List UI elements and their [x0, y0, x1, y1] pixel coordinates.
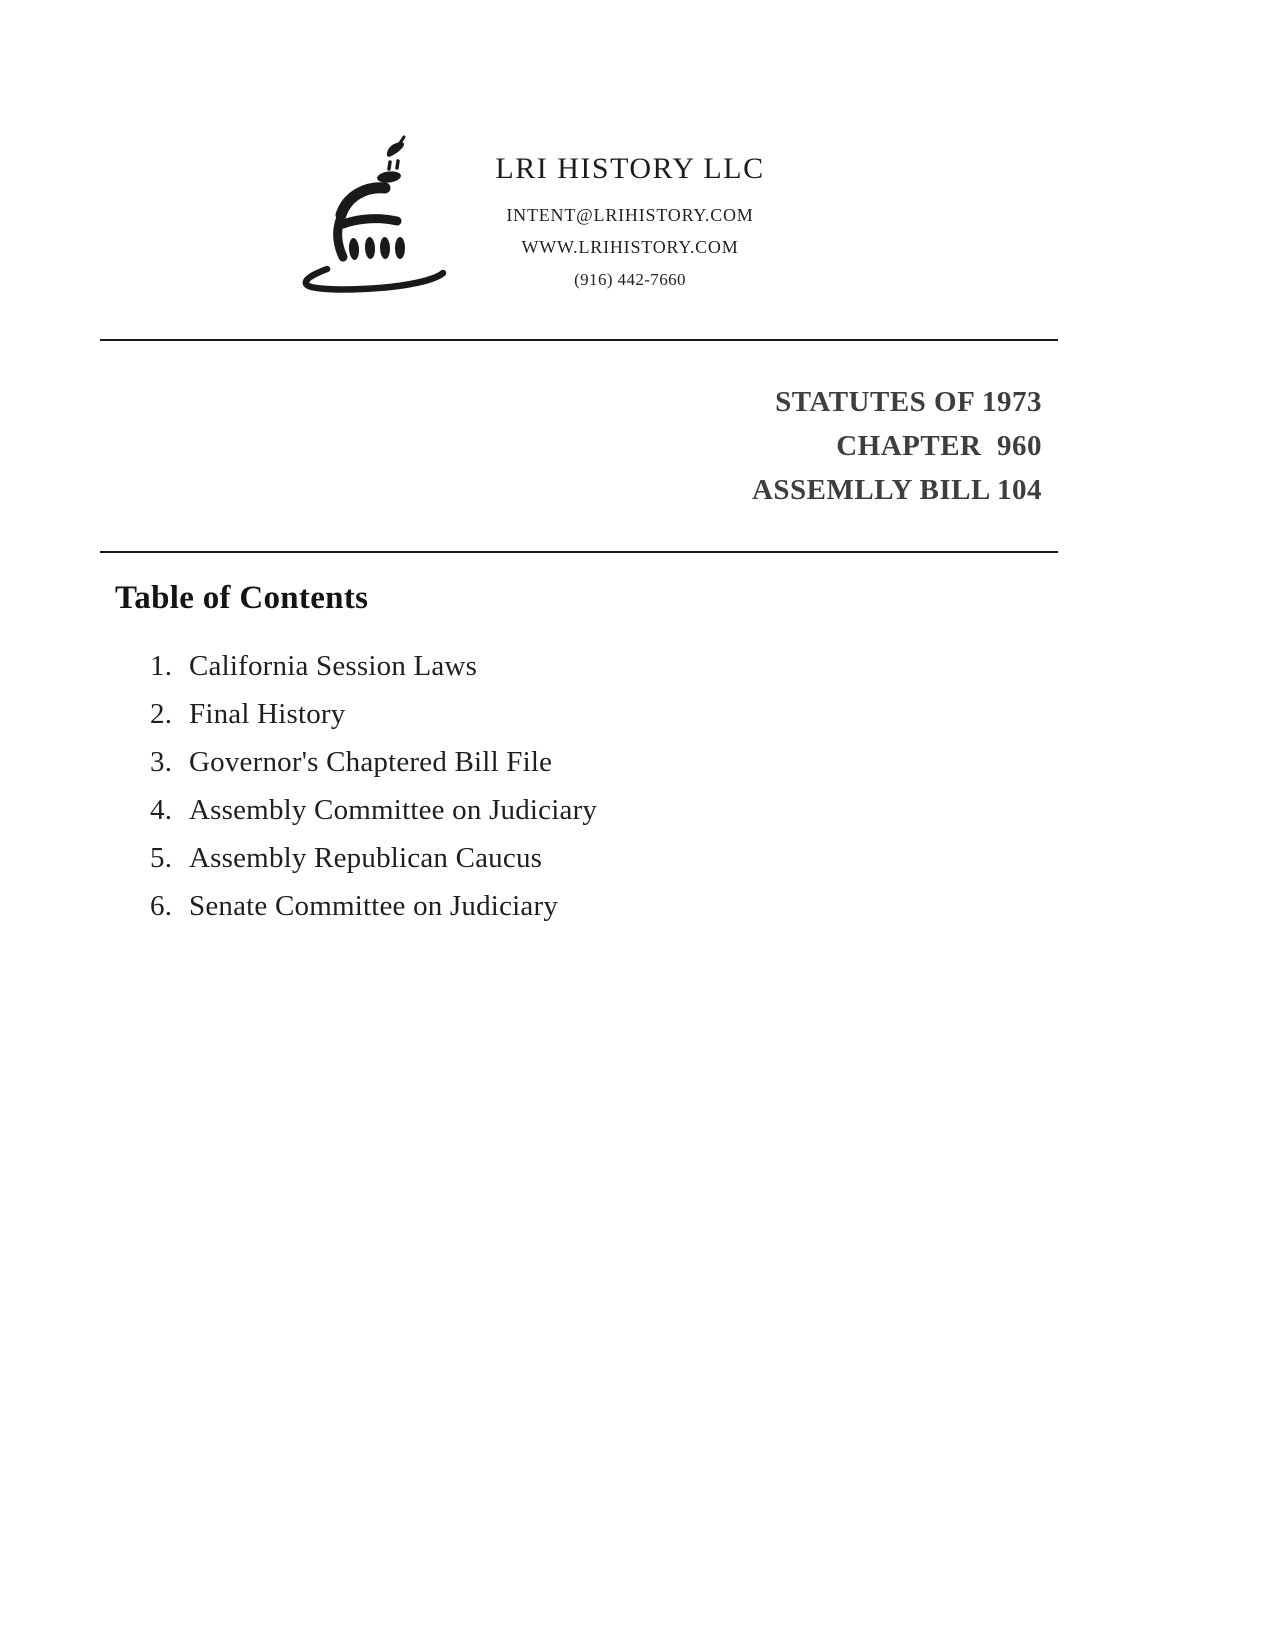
divider-bottom	[100, 551, 1058, 553]
toc-item-label: Assembly Republican Caucus	[189, 842, 543, 874]
toc-item-label: Senate Committee on Judiciary	[189, 890, 559, 922]
company-website: WWW.LRIHISTORY.COM	[521, 237, 739, 257]
toc-item-number: 2.	[150, 698, 173, 730]
title-line-chapter: CHAPTER 960	[836, 430, 1042, 462]
toc-item-governors-chaptered-bill-file	[150, 747, 597, 777]
divider-top	[100, 339, 1058, 341]
toc-item-label: California Session Laws	[189, 650, 478, 682]
toc-heading: Table of Contents	[115, 580, 369, 616]
toc-item-assembly-republican-caucus	[150, 843, 597, 873]
company-name: LRI HISTORY LLC	[495, 152, 765, 185]
toc-list	[150, 651, 597, 939]
toc-item-number: 5.	[150, 842, 173, 874]
toc-item-assembly-committee-judiciary	[150, 795, 597, 825]
toc-item-label: Final History	[189, 698, 346, 730]
company-email: INTENT@LRIHISTORY.COM	[506, 205, 754, 225]
title-line-bill: ASSEMLLY BILL 104	[751, 474, 1042, 506]
capitol-dome-sketch-icon	[290, 122, 468, 294]
toc-item-label: Assembly Committee on Judiciary	[189, 794, 598, 826]
letterhead	[470, 152, 790, 290]
toc-item-california-session-laws	[150, 651, 597, 681]
title-line-statutes: STATUTES OF 1973	[775, 386, 1042, 418]
toc-item-label: Governor's Chaptered Bill File	[189, 746, 553, 778]
toc-item-number: 3.	[150, 746, 173, 778]
capitol-dome-logo	[290, 122, 468, 294]
company-phone: (916) 442-7660	[574, 270, 686, 289]
toc-item-final-history	[150, 699, 597, 729]
toc-item-senate-committee-judiciary	[150, 891, 597, 921]
toc-item-number: 4.	[150, 794, 173, 826]
statute-title-block	[752, 380, 1042, 512]
toc-item-number: 6.	[150, 890, 173, 922]
toc-item-number: 1.	[150, 650, 173, 682]
